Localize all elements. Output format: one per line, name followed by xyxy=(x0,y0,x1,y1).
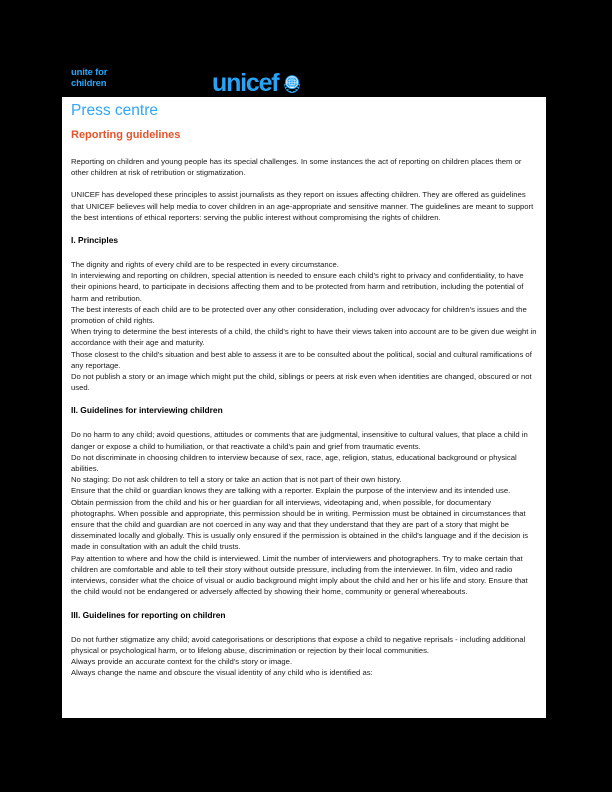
section-3-paragraph-1: Do not further stigmatize any child; avoid categorisations or descriptions that expose a child to negative reprisals - including additional physical or psychological harm, or to lifelong abuse, discrimination or rejection by their local communities. xyxy=(71,634,526,655)
section-heading-reporting: III. Guidelines for reporting on children xyxy=(71,609,226,620)
section-1-paragraph-2: In interviewing and reporting on children, special attention is needed to ensure each child's right to privacy and confidentiality, to have their opinions heard, to participate in decisions affecting them and to be protected from harm and retribution, including the potential of harm and retribution. xyxy=(71,271,524,303)
unicef-wordmark: unicef xyxy=(212,68,279,97)
intro-paragraph-1: Reporting on children and young people has its special challenges. In some instances the act of reporting on children places them or other children at risk of retribution or stigmatization. xyxy=(71,157,522,178)
section-2-paragraph-6: Pay attention to where and how the child is interviewed. Limit the number of interviewers and photographers. Try to make certain that children are comfortable and able to tell their story without outside pressure, including from the interviewer. In film, video and radio interviews, consider what the choice of visual or audio background might imply about the child and her or his life and story. Ensure that the child would not be endangered or adversely affected by showing their home, community or general whereabouts. xyxy=(71,553,528,597)
section-1-paragraph-6: Do not publish a story or an image which might put the child, siblings or peers at risk even when identities are changed, obscured or not used. xyxy=(71,372,532,393)
section-3-paragraph-2: Always provide an accurate context for the child's story or image. xyxy=(71,656,293,666)
page-title: Reporting guidelines xyxy=(71,129,181,141)
unicef-logo-band xyxy=(0,68,612,98)
section-heading-interviewing: II. Guidelines for interviewing children xyxy=(71,405,223,416)
section-2-paragraph-1: Do no harm to any child; avoid questions, attitudes or comments that are judgmental, insensitive to cultural values, that place a child in danger or expose a child to humiliation, or that reactivate a child's pain and grief from traumatic events. xyxy=(71,430,528,451)
section-1-paragraph-1: The dignity and rights of every child are to be respected in every circumstance. xyxy=(71,260,339,270)
section-2-paragraph-2: Do not discriminate in choosing children to interview because of sex, race, age, religion, status, educational background or physical abilities. xyxy=(71,452,517,474)
section-2-paragraph-4: Ensure that the child or guardian knows they are talking with a reporter. Explain the purpose of the interview and its intended use. xyxy=(71,486,511,496)
tagline-line-2: children xyxy=(71,77,107,89)
press-centre-heading: Press centre xyxy=(71,102,159,119)
section-1-paragraph-5: Those closest to the child's situation and best able to assess it are to be consulted about the political, social and cultural ramifications of any reportage. xyxy=(71,349,532,370)
section-1-paragraph-3: The best interests of each child are to be protected over any other consideration, including over advocacy for children's issues and the promotion of child rights. xyxy=(71,304,527,326)
section-2-paragraph-3: No staging: Do not ask children to tell a story or take an action that is not part of their own history. xyxy=(71,475,402,485)
unicef-tagline xyxy=(71,68,107,89)
page-content-area xyxy=(62,97,546,718)
section-heading-principles: I. Principles xyxy=(71,235,119,246)
intro-paragraph-2: UNICEF has developed these principles to assist journalists as they report on issues affecting children. They are offered as guidelines that UNICEF believes will help media to cover children in an age-appropriate and sensitive manner. The guidelines are meant to support the best intentions of ethical reporters: serving the public interest without compromising the rights of children. xyxy=(71,190,534,222)
unicef-globe-laurel-emblem xyxy=(279,70,305,96)
tagline-line-1: unite for xyxy=(71,67,108,78)
section-1-paragraph-4: When trying to determine the best interests of a child, the child's right to have their views taken into account are to be given due weight in accordance with their age and maturity. xyxy=(71,327,537,348)
unicef-logo xyxy=(212,70,305,96)
section-2-paragraph-5: Obtain permission from the child and his or her guardian for all interviews, videotaping and, when possible, for documentary photographs. When possible and appropriate, this permission should be in writing. Permission must be obtained in circumstances that ensure that the child and guardian are not coerced in any way and that they understand that they are part of a story that might be disseminated locally and globally. This is usually only ensured if the permission is obtained in the child's language and if the decision is made in consultation with an adult the child trusts. xyxy=(71,497,529,552)
section-3-paragraph-3: Always change the name and obscure the visual identity of any child who is identified as: xyxy=(71,668,373,678)
